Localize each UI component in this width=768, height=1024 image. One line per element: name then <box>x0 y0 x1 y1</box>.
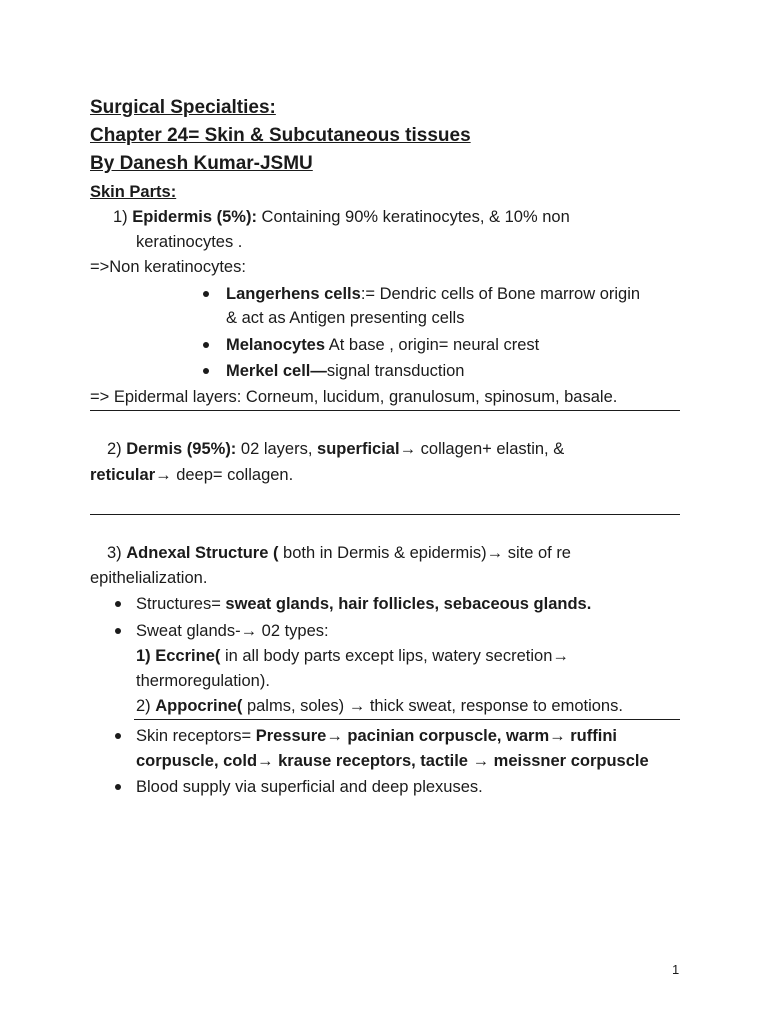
eccrine-heading: 1) Eccrine( <box>136 647 221 665</box>
bullet-icon <box>115 601 121 607</box>
list-number: 2) <box>136 697 156 715</box>
adnexal-heading: Adnexal Structure ( <box>126 544 279 562</box>
bullet-icon <box>203 291 209 297</box>
adnexal-text-2: site of re <box>503 544 571 562</box>
eccrine-line <box>136 645 569 667</box>
arrow-icon: → <box>552 647 569 665</box>
apocrine-heading: Appocrine( <box>155 697 243 715</box>
structures-line <box>136 593 591 615</box>
reticular-label: reticular <box>90 466 156 484</box>
langerhens-text: := Dendric cells of Bone marrow origin <box>360 285 641 303</box>
divider <box>90 410 680 411</box>
eccrine-text: in all body parts except lips, watery secretion <box>220 647 553 665</box>
receptors-meissner: meissner corpuscle <box>489 752 649 770</box>
adnexal-text: both in Dermis & epidermis) <box>278 544 487 562</box>
langerhens-line-2: & act as Antigen presenting cells <box>226 309 465 327</box>
epidermal-layers-line: => Epidermal layers: Corneum, lucidum, granulosum, spinosum, basale. <box>90 388 618 406</box>
title-line-1: Surgical Specialties: <box>90 97 276 118</box>
page-number: 1 <box>672 962 680 977</box>
receptors-pacinian: pacinian corpuscle, warm <box>342 727 550 745</box>
dermis-text-3: deep= collagen. <box>171 466 294 484</box>
merkel-line <box>226 360 464 382</box>
dermis-line <box>107 438 564 460</box>
receptors-cold: corpuscle, cold <box>136 752 258 770</box>
bullet-icon <box>115 733 121 739</box>
bullet-icon <box>203 342 209 348</box>
receptors-line-2 <box>136 750 649 772</box>
adnexal-line <box>107 542 571 564</box>
arrow-icon: → <box>399 440 417 458</box>
list-number: 2) <box>107 440 127 458</box>
receptors-ruffini: ruffini <box>565 727 617 745</box>
eccrine-line-2: thermoregulation). <box>136 672 270 690</box>
arrow-icon: → <box>326 727 343 745</box>
adnexal-line-2: epithelialization. <box>90 569 208 587</box>
dermis-heading: Dermis (95%): <box>126 440 237 458</box>
dermis-text-2: collagen+ elastin, & <box>416 440 565 458</box>
arrow-icon: → <box>472 752 490 770</box>
title-line-2: Chapter 24= Skin & Subcutaneous tissues <box>90 125 471 146</box>
arrow-icon: → <box>257 752 274 770</box>
merkel-text: signal transduction <box>326 362 465 380</box>
receptors-line <box>136 725 617 747</box>
bullet-icon <box>115 628 121 634</box>
dermis-text: 02 layers, <box>236 440 318 458</box>
langerhens-heading: Langerhens cells <box>226 285 361 303</box>
divider <box>134 719 680 720</box>
arrow-icon: → <box>486 544 504 562</box>
merkel-heading: Merkel cell— <box>226 362 327 380</box>
receptors-krause: krause receptors, tactile <box>273 752 473 770</box>
divider <box>90 514 680 515</box>
langerhens-line <box>226 283 640 305</box>
sweat-glands-line <box>136 620 329 642</box>
structures-value: sweat glands, hair follicles, sebaceous glands. <box>225 595 592 613</box>
apocrine-line <box>136 695 623 717</box>
list-number: 3) <box>107 544 127 562</box>
arrow-icon: → <box>549 727 566 745</box>
dermis-line-2 <box>90 464 293 486</box>
epidermis-line <box>113 206 570 228</box>
apocrine-text-2: thick sweat, response to emotions. <box>365 697 623 715</box>
non-keratinocytes-heading: =>Non keratinocytes: <box>90 258 246 276</box>
receptors-pressure: Pressure <box>255 727 327 745</box>
bullet-icon <box>203 368 209 374</box>
apocrine-text: palms, soles) <box>242 697 349 715</box>
title-line-3: By Danesh Kumar-JSMU <box>90 153 313 174</box>
blood-supply-line: Blood supply via superficial and deep plexuses. <box>136 778 483 796</box>
epidermis-text: Containing 90% keratinocytes, & 10% non <box>256 208 570 226</box>
melanocytes-heading: Melanocytes <box>226 336 326 354</box>
arrow-icon: → <box>155 466 172 484</box>
list-number: 1) <box>113 208 128 226</box>
sweat-glands-label: Sweat glands- <box>136 622 241 640</box>
epidermis-heading: Epidermis (5%): <box>132 208 257 226</box>
arrow-icon: → <box>348 697 366 715</box>
structures-label: Structures= <box>136 595 226 613</box>
section-heading-skin-parts: Skin Parts: <box>90 183 177 201</box>
receptors-label: Skin receptors= <box>136 727 256 745</box>
bullet-icon <box>115 784 121 790</box>
epidermis-line-2: keratinocytes . <box>136 233 243 251</box>
sweat-glands-text: 02 types: <box>257 622 329 640</box>
arrow-icon: → <box>240 622 258 640</box>
melanocytes-text: At base , origin= neural crest <box>325 336 540 354</box>
superficial-label: superficial <box>317 440 400 458</box>
melanocytes-line <box>226 334 539 356</box>
